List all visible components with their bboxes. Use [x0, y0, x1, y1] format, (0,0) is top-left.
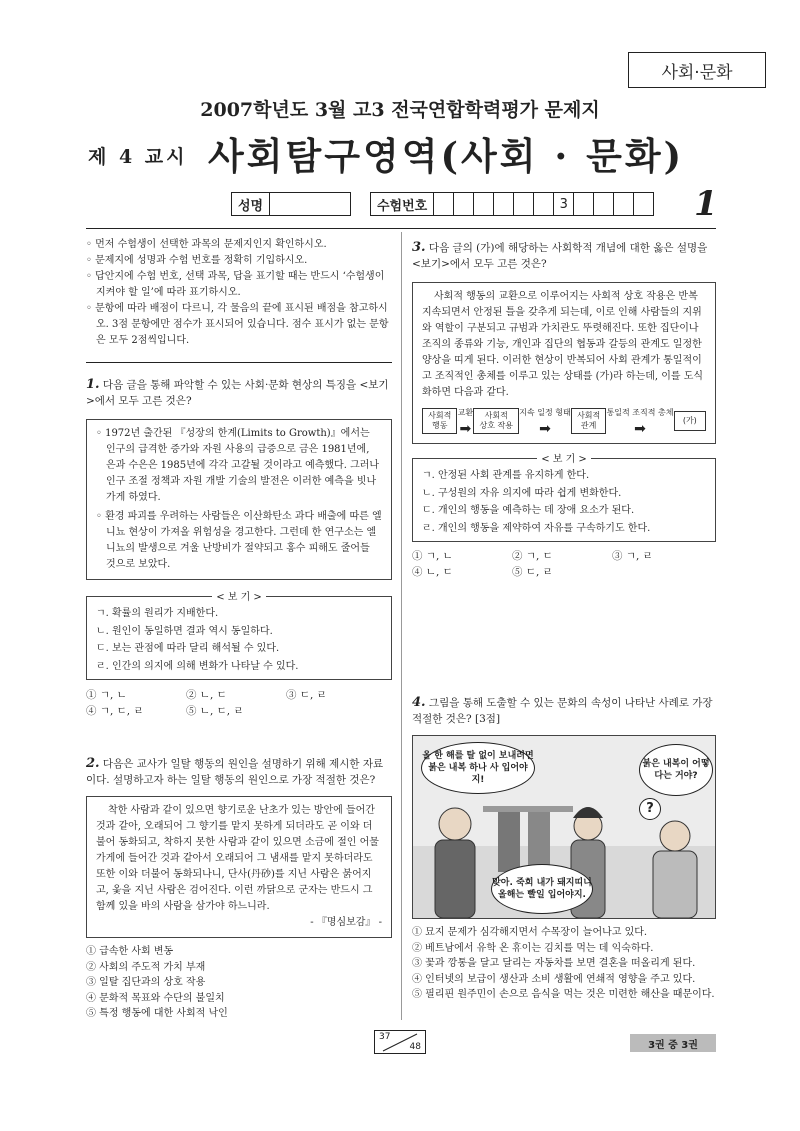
q3-passage — [412, 282, 716, 444]
question-4 — [412, 695, 716, 1003]
diagram-label: 지속 일정 형태 — [519, 408, 571, 417]
instruction-item: ◦ 먼저 수험생이 선택한 과목의 문제지인지 확인하시오. — [86, 239, 327, 250]
exam-number-cell[interactable] — [454, 193, 474, 215]
q3-bogi — [412, 454, 716, 542]
q3-options — [412, 548, 716, 580]
bogi-item: ㄱ. 안정된 사회 관계를 유지하게 한다. — [422, 470, 590, 481]
arrow-right-icon: ➡ — [634, 421, 646, 437]
question-1 — [86, 377, 392, 719]
volume-label: 3권 중 3권 — [630, 1034, 716, 1052]
question-stem: 2. 다음은 교사가 일탈 행동의 원인을 설명하기 위해 제시한 자료이다. 설명하고자 하는 일탈 행동의 원인으로 가장 적절한 것은? — [86, 756, 384, 786]
exam-number-cell[interactable] — [434, 193, 454, 215]
speech-bubble: 붉은 내복이 어떻다는 거야? — [639, 744, 713, 796]
answer-option[interactable]: ③ ㄷ, ㄹ — [286, 689, 327, 701]
diagram-box-social-action: 사회적 행동 — [422, 408, 457, 434]
exam-number-label: 수험번호 — [371, 193, 434, 215]
page-current: 37 — [379, 1032, 391, 1042]
answer-option[interactable]: ① ㄱ, ㄴ — [86, 689, 127, 701]
bogi-item: ㄱ. 확률의 원리가 지배한다. — [96, 608, 219, 619]
instruction-item: ◦ 답안지에 수험 번호, 선택 과목, 답을 표기할 때는 반드시 ‘수험생이 지켜야 할 일’에 따라 표기하시오. — [86, 271, 385, 298]
bogi-item: ㄷ. 보는 관점에 따라 달리 해석될 수 있다. — [96, 643, 280, 654]
column-divider — [401, 232, 402, 1020]
bogi-title: < 보 기 > — [537, 454, 591, 465]
question-stem: 1. 다음 글을 통해 파악할 수 있는 사회·문화 현상의 특징을 <보기>에서 모두 고른 것은? — [86, 377, 389, 407]
q2-passage — [86, 796, 392, 938]
q2-options — [86, 944, 392, 1022]
arrow-right-icon: ➡ — [539, 421, 551, 437]
structure-diagram — [422, 405, 706, 437]
passage-item: ◦ 환경 파괴를 우려하는 사람들은 이산화탄소 과다 배출에 따른 엘니뇨 현상이 가져올 위험성을 경고한다. 그런데 한 연구소는 엘니뇨의 발생으로 겨울 난방비가 절약되고 홍수 피해도 줄어들 것으로 보았다. — [96, 511, 382, 570]
subject-title: 사회탐구영역(사회 · 문화) — [208, 134, 685, 178]
q1-options — [86, 687, 392, 719]
speech-bubble: 올 한 해를 탈 없이 보내려면 붉은 내복 하나 사 입어야지! — [421, 742, 535, 794]
question-2 — [86, 756, 392, 1022]
instructions — [86, 237, 392, 349]
name-field[interactable] — [231, 192, 351, 216]
question-stem: 3. 다음 글의 (가)에 해당하는 사회학적 개념에 대한 옳은 설명을 <보기>에서 모두 고른 것은? — [412, 240, 708, 270]
exam-number-cell[interactable] — [514, 193, 534, 215]
subject-badge: 사회·문화 — [628, 52, 766, 88]
diagram-box-relation: 사회적 관계 — [571, 408, 606, 434]
answer-option[interactable]: ③ 일탈 집단과의 상호 작용 — [86, 977, 206, 988]
question-mark-icon: ? — [639, 798, 661, 820]
answer-option[interactable]: ② 베트남에서 유학 온 휴이는 김치를 먹는 데 익숙하다. — [412, 942, 654, 954]
exam-number-cell[interactable] — [634, 193, 653, 215]
diagram-label: 통일적 조직적 총체 — [606, 408, 674, 417]
bogi-item: ㄷ. 개인의 행동을 예측하는 데 장애 요소가 된다. — [422, 505, 635, 516]
question-3 — [412, 240, 716, 580]
diagram-box-ga: (가) — [674, 411, 706, 431]
name-input-area[interactable] — [270, 193, 350, 215]
instructions-divider — [86, 362, 392, 363]
name-label: 성명 — [232, 193, 270, 215]
answer-option[interactable]: ① 묘지 문제가 심각해지면서 수목장이 늘어나고 있다. — [412, 927, 648, 938]
cartoon-image — [412, 735, 716, 919]
bogi-item: ㄴ. 구성원의 자유 의지에 따라 쉽게 변화한다. — [422, 487, 622, 499]
bogi-item: ㄹ. 인간의 의지에 의해 변화가 나타날 수 있다. — [96, 660, 299, 672]
exam-number-cell[interactable]: 3 — [554, 193, 574, 215]
passage-text: 사회적 행동의 교환으로 이루어지는 사회적 상호 작용은 반복 지속되면서 안정된 틀을 갖추게 되는데, 이로 인해 사람들의 지위와 역할이 구분되고 규범과 가치관도 뚜렷해진다. 또한 집단이나 조직의 종류와 기능, 개인과 집단의 협동과 갈등의 관계도 일정한 양상을 띠게 된다. 이러한 현상이 반복되어 사회 관계가 통일적이고 조직적인 총체를 이루고 있는 상태를 (가)라 하는데, 이를 도식화하면 다음과 같다. — [422, 291, 704, 398]
header-divider — [86, 228, 716, 229]
exam-number-cell[interactable] — [614, 193, 634, 215]
answer-option[interactable]: ④ 문화적 목표와 수단의 불일치 — [86, 992, 225, 1004]
answer-option[interactable]: ③ 꽃과 깡통을 달고 달리는 자동차를 보면 결혼을 떠올리게 된다. — [412, 958, 696, 969]
answer-option[interactable]: ⑤ ㄴ, ㄷ, ㄹ — [186, 705, 244, 717]
bogi-item: ㄴ. 원인이 동일하면 결과 역시 동일하다. — [96, 625, 273, 637]
answer-option[interactable]: ② ㄱ, ㄷ — [512, 550, 553, 562]
exam-period: 제 4 교시 — [88, 146, 188, 168]
passage-item: ◦ 1972년 출간된 『성장의 한계(Limits to Growth)』에서는 인구의 급격한 증가와 자원 사용의 급증으로 금은 1981년에, 은과 수은은 1985년에 각각 고갈될 것이라고 예측했다. 그러나 인구 조절 정책과 자원 개발 기술의 발전은 이러한 예측을 빗나가게 하였다. — [96, 428, 380, 503]
q4-options — [412, 925, 716, 1003]
answer-option[interactable]: ② ㄴ, ㄷ — [186, 689, 227, 701]
answer-option[interactable]: ④ ㄴ, ㄷ — [412, 566, 453, 578]
speech-bubble: 맞아. 죽희 내가 돼지띠니 올해는 빨일 입어야지. — [491, 864, 593, 914]
page-number: 1 — [694, 184, 718, 224]
answer-option[interactable]: ① 급속한 사회 변동 — [86, 946, 174, 957]
instruction-item: ◦ 문항에 따라 배점이 다르니, 각 물음의 끝에 표시된 배점을 참고하시오. 3점 문항에만 점수가 표시되어 있습니다. 점수 표시가 없는 문항은 모두 2점씩입니다. — [86, 303, 389, 346]
passage-source: - 『명심보감』 - — [310, 917, 382, 928]
instruction-item: ◦ 문제지에 성명과 수험 번호를 정확히 기입하시오. — [86, 255, 308, 266]
exam-number-cell[interactable] — [594, 193, 614, 215]
answer-option[interactable]: ⑤ 필리핀 원주민이 손으로 음식을 먹는 것은 미련한 해산을 때문이다. — [412, 989, 715, 1000]
answer-option[interactable]: ④ 인터넷의 보급이 생산과 소비 생활에 연쇄적 영향을 주고 있다. — [412, 973, 696, 985]
answer-option[interactable]: ⑤ 특정 행동에 대한 사회적 낙인 — [86, 1008, 228, 1019]
exam-title: 2007학년도 3월 고3 전국연합학력평가 문제지 — [200, 99, 600, 121]
exam-number-cell[interactable] — [474, 193, 494, 215]
diagram-box-interaction: 사회적 상호 작용 — [473, 408, 518, 434]
exam-number-cell[interactable] — [494, 193, 514, 215]
arrow-right-icon: ➡ — [459, 421, 472, 437]
exam-number-cell[interactable] — [574, 193, 594, 215]
answer-option[interactable]: ③ ㄱ, ㄹ — [612, 550, 653, 562]
question-stem: 4. 그림을 통해 도출할 수 있는 문화의 속성이 나타난 사례로 가장 적절한 것은? [3점] — [412, 695, 713, 725]
answer-option[interactable]: ① ㄱ, ㄴ — [412, 550, 453, 562]
answer-option[interactable]: ④ ㄱ, ㄷ, ㄹ — [86, 705, 144, 717]
page-total: 48 — [409, 1042, 421, 1052]
bogi-item: ㄹ. 개인의 행동을 제약하여 자유를 구속하기도 한다. — [422, 522, 651, 534]
passage-text: 착한 사람과 같이 있으면 향기로운 난초가 있는 방안에 들어간 것과 같아, 오래되어 그 향기를 맡지 못하게 되더라도 곧 이와 더불어 동화되고, 착하지 못한 사람과 같이 있으면 소금에 절인 어물 가게에 들어간 것과 같아서 오래되어 그 냄새를 맡지 못하더라도 또한 이와 더불어 동화되나니, 단사(丹砂)를 지닌 사람은 붉어지고, 옻을 지닌 사람은 검어진다. 이런 까닭으로 군자는 반드시 그 함께 있을 바의 사람을 삼가야 하느니라. — [96, 805, 379, 912]
page-counter — [374, 1030, 426, 1054]
q1-passage — [86, 419, 392, 580]
answer-option[interactable]: ⑤ ㄷ, ㄹ — [512, 566, 553, 578]
answer-option[interactable]: ② 사회의 주도적 가치 부재 — [86, 961, 206, 973]
bogi-title: < 보 기 > — [212, 592, 266, 603]
exam-number-cell[interactable] — [534, 193, 554, 215]
q1-bogi — [86, 592, 392, 680]
exam-number-field[interactable] — [370, 192, 654, 216]
diagram-label: 교환 — [457, 408, 474, 417]
